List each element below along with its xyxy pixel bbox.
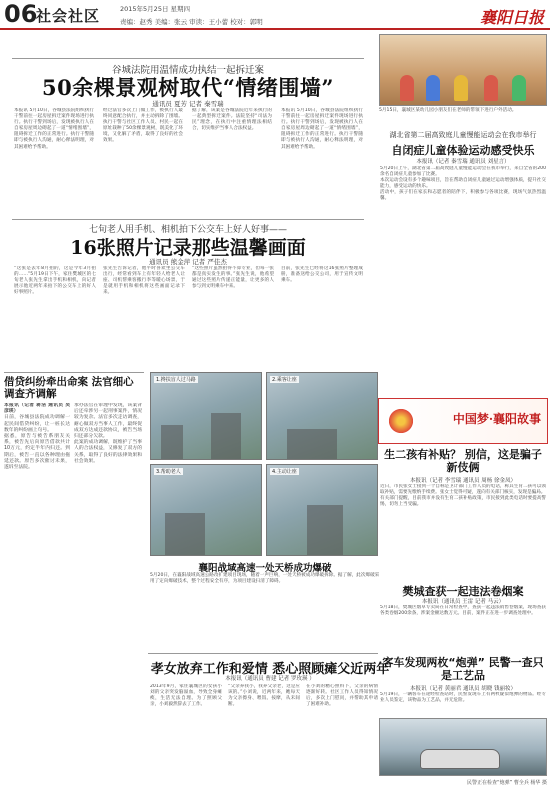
photo-shape [211,413,241,459]
paragraph: 有关部门提醒，目前我市并没有生育二孩补贴政策，市民接到此类电话时要提高警惕，切勿上当受骗。 [380,496,546,508]
paragraph: 日前，谷城县法院成功调解一起民间借贷纠纷，让一桩长达数年的纠纷画上句号。 [4,415,70,433]
flower-icon [387,407,415,435]
photo-shape [426,75,440,101]
second-subtitle: 七旬老人用手机、相机拍下公交车上好人好事—— [88,225,287,235]
photo-label: 2.乘客让座 [272,377,297,383]
lead-headline: 50余棵景观树取代“情绪围墙” [42,75,334,100]
sidebar-body-col [74,403,142,653]
photo-shape [165,513,205,555]
second-headline: 16张照片记录那些温馨画面 [70,237,306,259]
right-story2-body [380,484,546,578]
right-story3-headline: 樊城查获一起违法卷烟案 [402,585,524,598]
paragraph: 5月19日，一辆客车在途经检查站时，民警发现车上有两枚疑似炮弹的物品。经专业人员鉴定，该物品为工艺品，并无危险。 [380,692,546,704]
photo-label: 4.主动让座 [272,469,297,475]
second-byline: 通讯员 熊金萍 记者 严佳杰 [149,258,227,266]
paragraph: 目前，张先生已经将这16张照片整理成册，准备送给公交公司，用于宣传文明乘车。 [281,266,363,284]
newspaper-logo: 襄阳日报 [479,8,544,27]
paragraph: “这张是去年8月拍的，这是今年3月拍的……”5月19日下午，家住樊城区的七旬老人张先生拿出手机和相机，向记者展示他近两年来拍下的公交车上的好人好事照片。 [14,266,96,296]
editor-credits: 责编：赵秀 美编：张云 审读：王小蕾 校对：郭明 [120,18,263,26]
paragraph: 在小刘的精心照料下，父亲的病情逐渐好转。社区工作人员得知情况后，多次上门慰问，并帮助其申请了困难补助。 [306,684,378,708]
right-photo-bus [379,718,547,776]
paragraph: “父亲养我小，我养父亲老，这是应该的。”小刘说，近两年来，她每天为父亲擦身、喂饭、按摩，从未间断。 [228,684,300,708]
right-photo-caption: 5月15日，襄城区某幼儿园小朋友们在老师的带领下进行户外活动。 [379,108,517,113]
photo-caption-text: 5月20日，在襄阳战域高速公路改扩建项目现场，随着一声巨响，一处天桥被成功爆破拆除。据了解，此次爆破采用了定向爆破技术，整个过程安全有序，为项目建设扫清了障碍。 [150,573,380,584]
divider [148,653,378,654]
lead-subtitle: 谷城法院用温情成功执结一起拆迁案 [111,65,264,76]
bottom-body-col-2 [228,684,300,790]
divider [12,58,364,59]
photo-shape [161,425,183,459]
paragraph: 据了解，该案是谷城法院近年来执行的一起典型拆迁案件。法院坚持“司法为民”理念，在执行中注重情理法相结合，切实维护当事人合法权益。 [192,108,272,132]
banner-text: 中国梦·襄阳故事 [452,412,541,426]
right-photo2-caption: 民警正在检查“炮弹” 曹全兵 杨华 摄 [467,780,547,786]
paragraph: 5月20日上午，湖北省第二届高致庭儿童慢能运动会在我市举行，来自全省的200余名自闭症儿童参加了比赛。 [380,166,546,178]
divider [12,219,364,220]
right-story4-body [380,692,546,716]
photo-caption-title: 襄阳战域高速一处天桥成功爆破 [198,563,332,574]
bottom-byline: 本报讯（通讯员 曹建 记者 罗玫瑛 ） [225,676,315,682]
sidebar-headline: 借贷纠纷牵出命案 法官细心调查齐调解 [4,376,134,400]
lead-body-col-1 [14,108,94,216]
bottom-body-col-1 [150,684,222,790]
lead-byline: 通讯员 夏芳 记者 秦雪瑞 [152,100,224,108]
lead-body-col-3 [192,108,272,216]
lead-body-col-2 [103,108,183,216]
second-body-col-3 [192,266,274,368]
right-photo-kindergarten [379,34,547,106]
right-story3-body [380,605,546,651]
second-body-col-2 [103,266,185,368]
paragraph: 近日，市民张女士接到一个自称是卫计部门工作人员的电话，称其生育二孩可以领取补贴，需要先缴纳手续费。张女士觉得可疑，遂向有关部门核实，发现是骗局。 [380,484,546,496]
paragraph: 据悉，原告与被告系朋友关系，被告先后向原告借款共计10万元，约定半年内归还。到期后，被告一直以各种理由拖延还款。原告多次催讨未果，遂诉至法院。 [4,434,70,471]
right-story3-byline: 本报讯（通讯员 王雷 记者 马云） [421,599,505,605]
lead-body-col-4 [281,108,363,216]
right-story4-byline: 本报讯（记者 黄丽君 通讯员 胡晓 钱丽妆） [410,686,516,692]
right-story1-subtitle: 湖北省第二届高致庭儿童慢能运动会在我市举行 [389,131,537,139]
photo-2 [266,372,378,460]
photo-label: 3.帮助老人 [156,469,181,475]
sidebar-byline: 本报讯（记者 蒋洁 通讯员 吴彦瑛） [4,403,70,415]
china-dream-banner [378,398,548,444]
bottom-body-col-3 [306,684,378,790]
paragraph: 本报讯 5月10日，谷城县法院组织执行干警前往一起房屋拆迁案件现场进行执行。执行干警到场后，发现被执行人在自家房屋周边砌起了一道“情绪围墙”，阻碍拆迁工作的正常进行。执行干警随即与被执行人沟通，耐心释法明理，对其困难给予帮助。 [281,108,363,150]
right-story1-byline: 本报讯（记者 秦雪瑞 通讯员 刘星言） [416,159,510,165]
paragraph: 承办法官在审理中发现，该案背后还牵涉另一起刑事案件，情况较为复杂。法官多次走访调查，耐心做双方当事人工作，最终促成双方达成还款协议，被告当场归还部分欠款。 [74,403,142,440]
right-story1-headline: 自闭症儿童体验运动感受快乐 [391,144,535,157]
second-body-col-1 [14,266,96,368]
photo-shape [420,749,500,769]
paragraph: 活动中，孩子们在家长和志愿者的陪伴下，积极参与各项比赛，现场气氛热烈温馨。 [380,190,546,202]
paragraph: 此案的成功调解，既维护了当事人的合法权益，又修复了双方的关系，取得了良好的法律效果和社会效果。 [74,440,142,464]
paragraph: 本次运动会设有多个趣味项目，旨在帮助自闭症儿童通过运动增强体质，提升社交能力，感受运动的快乐。 [380,178,546,190]
photo-shape [307,505,343,555]
photo-label: 1.搀扶盲人过马路 [156,377,196,383]
bottom-headline: 孝女放弃工作和爱情 悉心照顾瘫父近两年 [150,662,390,677]
page-header [0,0,550,30]
right-story1-body [380,166,546,394]
photo-shape [454,75,468,101]
paragraph: 张先生告诉记者，他平时喜欢坐公交车出行，经常看到车上有年轻人给老人让座、司机帮乘客搬行李等暖心场景，于是就用手机和相机将这些画面记录下来。 [103,266,185,296]
issue-date: 2015年5月25日 星期四 [120,5,191,13]
paragraph: 本报讯 5月10日，谷城县法院组织执行干警前往一起房屋拆迁案件现场进行执行。执行干警到场后，发现被执行人在自家房屋周边砌起了一道“情绪围墙”，阻碍拆迁工作的正常进行。执行干警随即与被执行人沟通，耐心释法明理，对其困难给予帮助。 [14,108,94,150]
paragraph: “这些照片虽然拍得不算专业，但每一张都是真实发生的事。”张先生说，他希望通过这些照片传递正能量，让更多的人参与到文明乘车中来。 [192,266,274,290]
right-story4-headline: 客车发现两枚“炮弹” 民警一查只是工艺品 [382,656,544,682]
sidebar-byline-col [4,403,70,653]
photo-shape [484,75,498,101]
second-body-col-4 [281,266,363,368]
photo-shape [287,429,337,459]
photo-1 [150,372,262,460]
paragraph: 2013年9月，家住襄城区的女孩小刘的父亲突发脑溢血，导致全身瘫痪，生活无法自理。为了照顾父亲，小刘毅然辞去了工作。 [150,684,222,708]
page-number: 06 [4,0,38,28]
section-name: 社会社区 [36,7,101,25]
photo-shape [400,75,414,101]
paragraph: 5月18日，樊城区烟草专卖局在日常检查中，查获一起违法销售卷烟案，现场查获各类卷烟200余条，涉案金额达数万元。目前，案件正在进一步调查处理中。 [380,605,546,617]
paragraph: 经过法官多次上门做工作，被执行人最终同意配合执行，并主动拆除了围墙。执行干警与社区工作人员、村民一起在原址栽种了50余棵景观树，既美化了环境，又化解了矛盾，取得了良好的社会效果。 [103,108,183,144]
photo-shape [512,75,526,101]
right-story2-headline: 生二孩有补贴？ 别信，这是骗子新伎俩 [384,448,542,474]
photo-4 [266,464,378,556]
photo-3 [150,464,262,556]
divider [4,372,144,373]
right-story2-byline: 本报讯（记者 李雪瑞 通讯员 周杨 徐金凤） [410,478,516,484]
